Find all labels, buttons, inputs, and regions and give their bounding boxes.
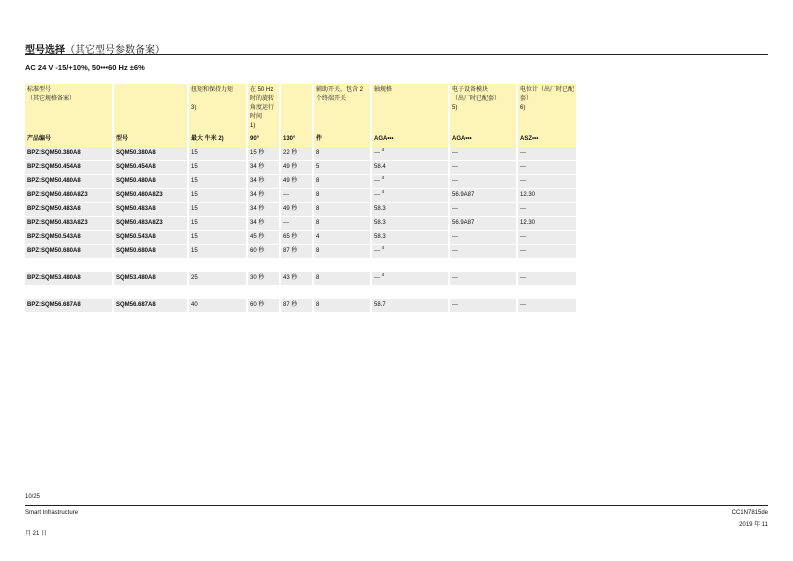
footnote-marker: 4 <box>381 189 385 194</box>
table-cell: BPZ:SQM50.543A8 <box>25 231 112 245</box>
table-cell: BPZ:SQM56.687A8 <box>25 299 112 313</box>
table-row <box>25 189 576 203</box>
table-cell: 最大 牛米 2) <box>187 132 246 147</box>
table-cell: --- <box>516 272 576 286</box>
table-row <box>25 231 576 245</box>
table-cell: 30 秒 <box>246 272 279 286</box>
table-cell: 60 秒 <box>246 245 279 259</box>
table-cell: 15 <box>187 189 246 203</box>
table-cell: 标准型号 （其它规格备案） <box>25 84 112 132</box>
table-cell: --- <box>448 161 516 175</box>
table-subheader-row <box>25 132 576 147</box>
table-cell: 34 秒 <box>246 203 279 217</box>
table-cell: --- <box>448 272 516 286</box>
table-cell: 产品编号 <box>25 132 112 147</box>
table-cell: 15 <box>187 175 246 189</box>
table-cell <box>279 84 312 132</box>
table-cell: --- $^4$ <box>370 189 448 203</box>
table-row <box>25 203 576 217</box>
table-cell: --- <box>279 189 312 203</box>
table-cell: 43 秒 <box>279 272 312 286</box>
table-cell: AGA••• <box>370 132 448 147</box>
table-cell: --- <box>448 299 516 313</box>
table-cell: 15 <box>187 161 246 175</box>
company-name: Smart Infrastructure <box>25 510 79 516</box>
table-cell: 49 秒 <box>279 161 312 175</box>
table-cell: SQM50.483A8Z3 <box>112 217 187 231</box>
table-cell: --- <box>516 161 576 175</box>
table-cell: 56.9A87 <box>448 189 516 203</box>
table-cell: 8 <box>312 272 370 286</box>
table-cell: SQM50.680A8 <box>112 245 187 259</box>
footnote-marker: 4 <box>381 147 385 152</box>
table-cell: --- <box>516 245 576 259</box>
table-cell: BPZ:SQM50.680A8 <box>25 245 112 259</box>
model-selection-table <box>25 84 576 313</box>
table-cell: --- <box>516 203 576 217</box>
table-cell: 15 <box>187 245 246 259</box>
table-row <box>25 245 576 259</box>
table-cell: 49 秒 <box>279 203 312 217</box>
table-cell: 130° <box>279 132 312 147</box>
table-cell: BPZ:SQM50.483A8 <box>25 203 112 217</box>
table-cell: 56.9A87 <box>448 217 516 231</box>
table-cell: 25 <box>187 272 246 286</box>
table-cell: 15 <box>187 231 246 245</box>
table-cell: 8 <box>312 217 370 231</box>
table-cell: 90° <box>246 132 279 147</box>
table-row <box>25 175 576 189</box>
table-cell: BPZ:SQM50.480A8 <box>25 175 112 189</box>
table-cell: 58.3 <box>370 203 448 217</box>
document-year-month: 2019 年 11 <box>739 522 768 528</box>
table-row <box>25 299 576 313</box>
table-cell: --- $^4$ <box>370 175 448 189</box>
table-cell: 扭矩和保持力矩 3) <box>187 84 246 132</box>
table-cell: --- <box>448 147 516 161</box>
table-cell: 8 <box>312 245 370 259</box>
table-cell: SQM56.687A8 <box>112 299 187 313</box>
table-cell: --- <box>448 245 516 259</box>
table-cell: --- <box>516 147 576 161</box>
table-cell: 8 <box>312 147 370 161</box>
table-cell: BPZ:SQM50.380A8 <box>25 147 112 161</box>
title-rest: （其它型号参数备案） <box>65 45 165 56</box>
table-cell: 15 <box>187 203 246 217</box>
table-cell: 65 秒 <box>279 231 312 245</box>
table-cell: SQM50.543A8 <box>112 231 187 245</box>
table-cell: --- <box>516 231 576 245</box>
table-cell: 8 <box>312 175 370 189</box>
table-cell: 轴规格 <box>370 84 448 132</box>
footer-date: 月 21 日 <box>25 531 48 537</box>
table-cell: 60 秒 <box>246 299 279 313</box>
footer-rule <box>25 505 768 506</box>
table-cell: 34 秒 <box>246 161 279 175</box>
table-cell: 22 秒 <box>279 147 312 161</box>
footnote-marker: 4 <box>381 245 385 250</box>
table-cell <box>112 84 187 132</box>
table-cell: BPZ:SQM50.483A8Z3 <box>25 217 112 231</box>
table-cell: --- <box>448 175 516 189</box>
table-row <box>25 147 576 161</box>
row-spacer <box>25 259 576 272</box>
table-cell: 8 <box>312 189 370 203</box>
table-cell: 15 <box>187 217 246 231</box>
table-cell: 件 <box>312 132 370 147</box>
table-row <box>25 161 576 175</box>
table-cell: 12.30 <box>516 189 576 203</box>
table-cell: BPZ:SQM53.480A8 <box>25 272 112 286</box>
table-cell: --- $^4$ <box>370 245 448 259</box>
table-cell: AGA••• <box>448 132 516 147</box>
table-cell: 电位计（出厂时已配套） 6) <box>516 84 576 132</box>
table-cell: 40 <box>187 299 246 313</box>
table-cell: SQM53.480A8 <box>112 272 187 286</box>
table-cell: --- $^4$ <box>370 272 448 286</box>
table-cell: 58.3 <box>370 217 448 231</box>
title-bold: 型号选择 <box>25 45 65 56</box>
table-cell: 49 秒 <box>279 175 312 189</box>
table-cell: 8 <box>312 299 370 313</box>
table-cell: 12.30 <box>516 217 576 231</box>
table-cell: 辅助开关，包含 2 个终端开关 <box>312 84 370 132</box>
table-cell: SQM50.480A8 <box>112 175 187 189</box>
table-cell: 58.3 <box>370 231 448 245</box>
footnote-marker: 4 <box>381 175 385 180</box>
table-cell: 在 50 Hz 时的旋转角度运行时间 1) <box>246 84 279 132</box>
table-cell: SQM50.380A8 <box>112 147 187 161</box>
table-header-row <box>25 84 576 132</box>
footnote-marker: 4 <box>381 272 385 277</box>
table-cell: 45 秒 <box>246 231 279 245</box>
table-cell: 87 秒 <box>279 299 312 313</box>
table-cell: --- <box>279 217 312 231</box>
table-cell: BPZ:SQM50.480A8Z3 <box>25 189 112 203</box>
table-cell: 34 秒 <box>246 217 279 231</box>
table-cell: 58.7 <box>370 299 448 313</box>
table-cell: 8 <box>312 203 370 217</box>
table-cell: 15 <box>187 147 246 161</box>
table-cell: 34 秒 <box>246 175 279 189</box>
table-cell: 电子设备模块 （出厂时已配套） 5) <box>448 84 516 132</box>
page-number: 10/25 <box>25 494 41 500</box>
table-cell: BPZ:SQM50.454A8 <box>25 161 112 175</box>
supply-voltage-subtitle: AC 24 V -15/+10%, 50•••60 Hz ±6% <box>25 63 145 72</box>
table-cell: 15 秒 <box>246 147 279 161</box>
table-cell: 87 秒 <box>279 245 312 259</box>
table-cell: 34 秒 <box>246 189 279 203</box>
table-cell: SQM50.480A8Z3 <box>112 189 187 203</box>
table-cell: 型号 <box>112 132 187 147</box>
table-cell: --- <box>448 203 516 217</box>
table-cell: ASZ••• <box>516 132 576 147</box>
title-rule <box>25 54 768 55</box>
document-id: CC1N7815de <box>731 510 768 516</box>
table-cell: 4 <box>312 231 370 245</box>
table-cell: 5 <box>312 161 370 175</box>
table-cell: SQM50.483A8 <box>112 203 187 217</box>
table-cell: --- $^4$ <box>370 147 448 161</box>
table-row <box>25 217 576 231</box>
table-cell: --- <box>448 231 516 245</box>
table-row <box>25 272 576 286</box>
table-cell: 58.4 <box>370 161 448 175</box>
row-spacer <box>25 286 576 299</box>
table-cell: SQM50.454A8 <box>112 161 187 175</box>
table-cell: --- <box>516 175 576 189</box>
table-cell: --- <box>516 299 576 313</box>
